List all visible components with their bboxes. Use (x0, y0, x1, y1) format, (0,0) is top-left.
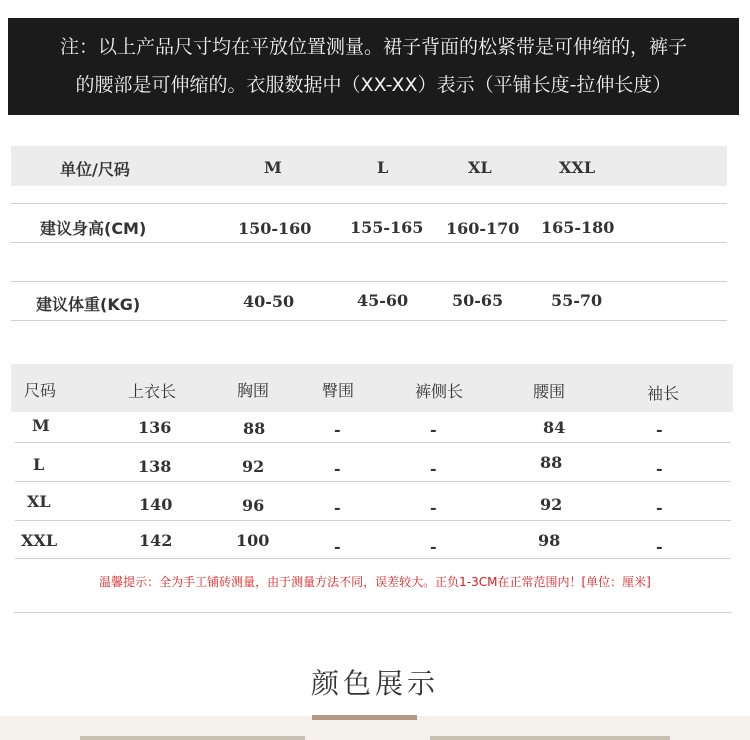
table1-height-m: 150-160 (238, 219, 312, 238)
table2-waist-value: 88 (540, 453, 563, 472)
table2-header-size: 尺码 (24, 381, 57, 400)
table2-row-size: L (33, 455, 45, 474)
table1-divider (11, 281, 727, 282)
note-line-2: 的腰部是可伸缩的。衣服数据中（XX-XX）表示（平铺长度-拉伸长度） (75, 74, 672, 96)
table1-height-xxl: 165-180 (541, 218, 615, 237)
table2-pants-side-length-value: - (430, 459, 437, 478)
title-accent-bar (312, 715, 417, 720)
table2-header-top-length: 上衣长 (128, 382, 177, 401)
table2-hip-value: - (334, 498, 341, 517)
table1-weight-xxl: 55-70 (551, 291, 603, 310)
table2-hip-value: - (334, 537, 341, 556)
table1-weight-m: 40-50 (243, 292, 295, 311)
table2-header-waist: 腰围 (533, 382, 566, 401)
section-divider (14, 612, 732, 613)
table2-top-length-value: 136 (138, 418, 172, 437)
table2-sleeve-length-value: - (656, 459, 663, 478)
table2-sleeve-length-value: - (656, 420, 663, 439)
note-line-1: 注：以上产品尺寸均在平放位置测量。裙子背面的松紧带是可伸缩的，裤子 (59, 36, 687, 58)
table1-weight-l: 45-60 (357, 291, 409, 310)
table2-hip-value: - (334, 459, 341, 478)
table2-row-size: XXL (21, 531, 58, 550)
table2-pants-side-length-value: - (430, 537, 437, 556)
table2-hip-value: - (334, 420, 341, 439)
table2-top-length-value: 138 (138, 457, 172, 476)
table2-sleeve-length-value: - (656, 498, 663, 517)
table2-top-length-value: 142 (139, 531, 173, 550)
table2-waist-value: 92 (540, 495, 563, 514)
table2-top-length-value: 140 (139, 495, 173, 514)
table1-height-l: 155-165 (350, 218, 424, 237)
table2-divider (15, 442, 731, 443)
table2-bust-value: 88 (243, 419, 266, 438)
table2-header-pants-side-length: 裤侧长 (415, 382, 464, 401)
table2-header-bust: 胸围 (237, 381, 270, 400)
table1-size-xxl: XXL (559, 158, 596, 177)
table2-bust-value: 92 (242, 457, 265, 476)
product-photo-edge (430, 736, 670, 740)
table2-pants-side-length-value: - (430, 498, 437, 517)
table2-divider (15, 558, 731, 559)
table1-size-xl: XL (468, 158, 492, 177)
table2-header-row (11, 364, 733, 412)
table1-row-height-label: 建议身高(CM) (40, 219, 147, 238)
table2-header-hip: 臀围 (322, 381, 355, 400)
table2-bust-value: 96 (242, 496, 265, 515)
table1-size-l: L (377, 158, 389, 177)
table1-divider (11, 242, 727, 243)
table1-height-xl: 160-170 (446, 219, 520, 238)
table2-waist-value: 98 (538, 531, 561, 550)
table2-sleeve-length-value: - (656, 537, 663, 556)
table1-weight-xl: 50-65 (452, 291, 504, 310)
table1-divider (11, 320, 727, 321)
table2-divider (15, 481, 731, 482)
table2-pants-side-length-value: - (430, 420, 437, 439)
table1-size-m: M (264, 158, 282, 177)
product-photo-edge (80, 736, 305, 740)
measurement-note (8, 18, 739, 115)
table2-divider (15, 520, 731, 521)
measurement-warning: 温馨提示：全为手工铺砖测量，由于测量方法不同，误差较大。正负1-3CM在正常范围内！[单位：厘米] (99, 575, 651, 589)
table1-row-weight-label: 建议体重(KG) (36, 295, 141, 314)
table1-divider (11, 203, 727, 204)
table2-header-sleeve-length: 袖长 (647, 384, 680, 403)
color-display-title: 颜色展示 (310, 667, 439, 700)
table2-row-size: M (32, 416, 50, 435)
table1-header-label: 单位/尺码 (60, 160, 130, 179)
table2-waist-value: 84 (543, 418, 566, 437)
table2-bust-value: 100 (236, 531, 270, 550)
table2-row-size: XL (27, 492, 51, 511)
